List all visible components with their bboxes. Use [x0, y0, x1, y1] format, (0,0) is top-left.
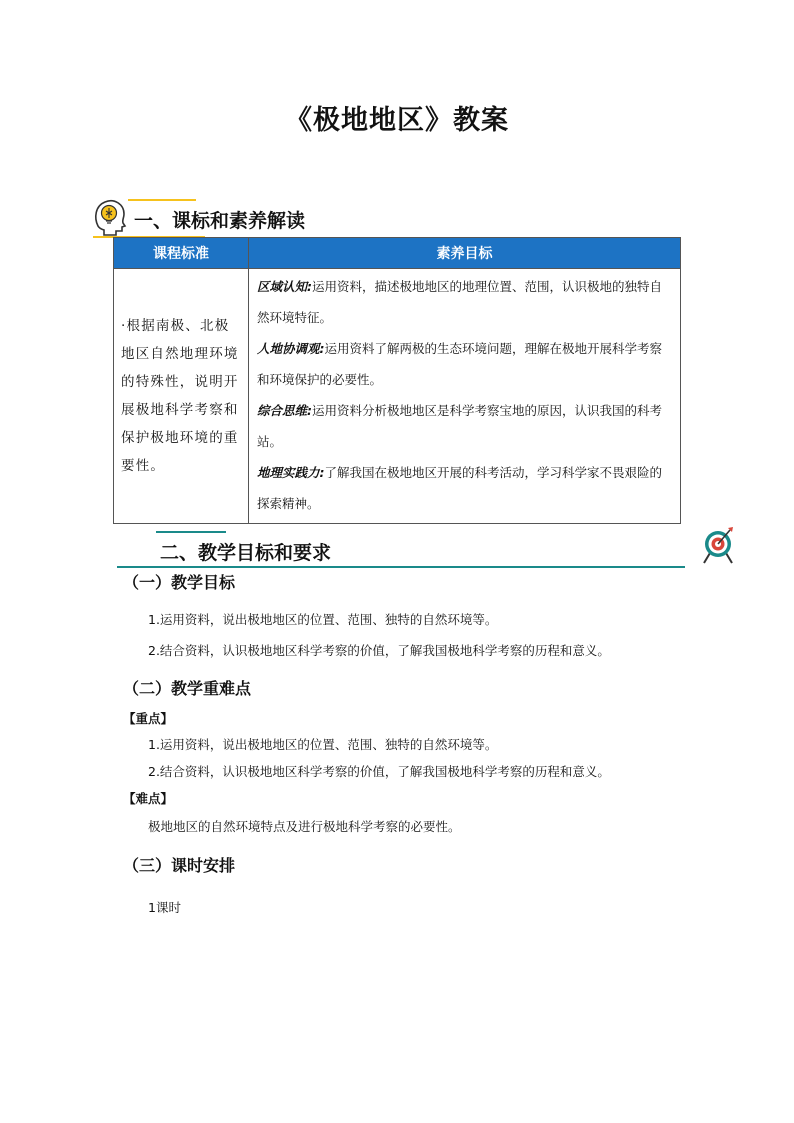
goal-text: 运用资料，描述极地地区的地理位置、范围，认识极地的独特自然环境特征。 [257, 279, 663, 325]
table-header-goals: 素养目标 [249, 238, 681, 269]
list-item: 1.运用资料，说出极地地区的位置、范围、独特的自然环境等。 [148, 612, 498, 627]
section2-heading: 二、教学目标和要求 [160, 542, 332, 564]
section1-heading: 一、课标和素养解读 [134, 210, 306, 232]
section1-accent-line [128, 199, 196, 201]
goal-text: 运用资料分析极地地区是科学考察宝地的原因，认识我国的科考站。 [257, 403, 663, 449]
goal-label: 综合思维: [257, 403, 312, 418]
goal-label: 地理实践力: [257, 465, 325, 480]
goal-item [257, 333, 674, 395]
standards-table [113, 237, 681, 524]
table-header-row [114, 238, 681, 269]
goal-text: 运用资料了解两极的生态环境问题，理解在极地开展科学考察和环境保护的必要性。 [257, 341, 663, 387]
subsection-schedule-title: （三）课时安排 [123, 856, 236, 875]
goal-label: 区域认知: [257, 279, 312, 294]
table-header-standard: 课程标准 [114, 238, 249, 269]
subsection-key-points-title: （二）教学重难点 [123, 679, 252, 698]
goals-cell [249, 269, 681, 524]
key-point-label: 【重点】 [123, 711, 174, 726]
section2-underline [117, 566, 685, 568]
goal-item [257, 271, 674, 333]
schedule-text: 1课时 [148, 900, 181, 915]
goal-label: 人地协调观: [257, 341, 325, 356]
goal-item [257, 457, 674, 519]
standard-cell: ·根据南极、北极地区自然地理环境的特殊性，说明开展极地科学考察和保护极地环境的重要性。 [114, 269, 249, 524]
difficult-point-text: 极地地区的自然环境特点及进行极地科学考察的必要性。 [148, 819, 461, 834]
target-icon [700, 525, 736, 565]
difficult-point-label: 【难点】 [123, 791, 174, 806]
section2-accent-line [156, 531, 226, 533]
list-item: 2.结合资料，认识极地地区科学考察的价值，了解我国极地科学考察的历程和意义。 [148, 643, 610, 658]
goal-item [257, 395, 674, 457]
head-lightbulb-icon [92, 196, 128, 236]
list-item: 2.结合资料，认识极地地区科学考察的价值，了解我国极地科学考察的历程和意义。 [148, 764, 610, 779]
subsection-teaching-goals-title: （一）教学目标 [123, 573, 236, 592]
table-row [114, 269, 681, 524]
list-item: 1.运用资料，说出极地地区的位置、范围、独特的自然环境等。 [148, 737, 498, 752]
goal-text: 了解我国在极地地区开展的科考活动，学习科学家不畏艰险的探索精神。 [257, 465, 663, 511]
page-title: 《极地地区》教案 [285, 105, 509, 136]
